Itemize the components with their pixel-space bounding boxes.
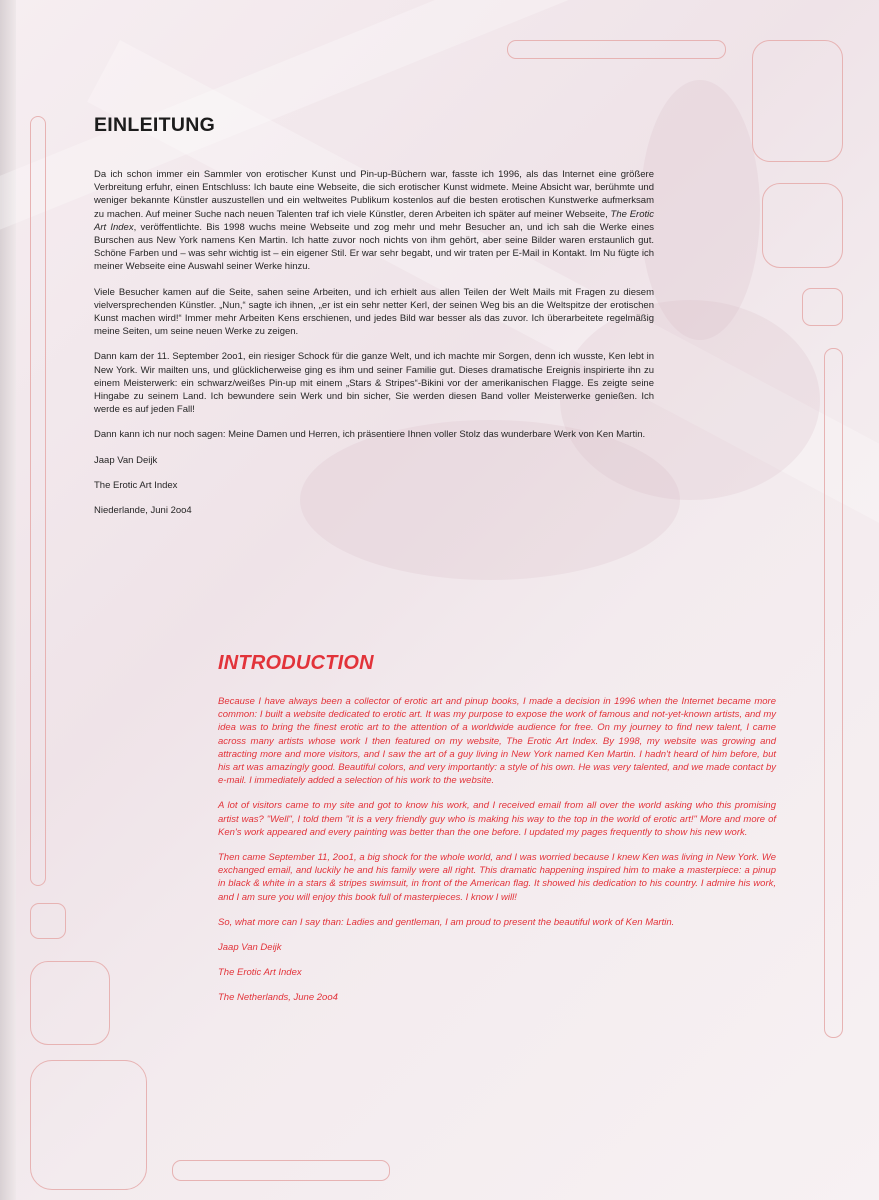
decorative-frame xyxy=(172,1160,390,1181)
english-paragraph-3: Then came September 11, 2oo1, a big shock for the whole world, and I was worried because I knew Ken was living in New York. We exchanged email, and luckily he and his family were all right. This dramatic happening inspired him to make a masterpiece: a pinup in black & white in a stars & stripes swimsuit, in front of the American flag. It showed his dedication to his country. I admire his work, and I am sure you will enjoy this book full of masterpieces. I know I will! xyxy=(218,852,776,903)
german-paragraph-2: Viele Besucher kamen auf die Seite, sahen seine Arbeiten, und ich erhielt aus allen Teilen der Welt Mails mit Fragen zu diesem vielversprechenden Künstler. „Nun,“ sagte ich ihnen, „er ist ein sehr netter Kerl, der seinen Weg bis an die Weltspitze der erotischen Kunst machen wird!“ Immer mehr Arbeiten Kens erschienen, und jedes Bild war besser als das zuvor. Ich überarbeitete regelmäßig meine Seiten, um seine neuen Werke zu zeigen. xyxy=(94,286,654,338)
german-paragraph-3: Dann kam der 11. September 2oo1, ein riesiger Schock für die ganze Welt, und ich machte mir Sorgen, denn ich wusste, Ken lebt in New York. Wir mailten uns, und glücklicherweise ging es ihm und seiner Familie gut. Dieses dramatische Ereignis inspirierte ihn zu einem Meisterwerk: ein schwarz/weißes Pin-up mit einem „Stars & Stripes“-Bikini vor der amerikanischen Flagge. Es zeigte seine Hingabe zu seinem Land. Ich bewundere sein Werk und bin sicher, Sie werden diesen Band voller Meisterwerke genießen. Ich werde es auf jeden Fall! xyxy=(94,351,654,416)
german-signature xyxy=(94,454,654,518)
german-paragraph-4: Dann kann ich nur noch sagen: Meine Damen und Herren, ich präsentiere Ihnen voller Stolz das wunderbare Werk von Ken Martin. xyxy=(94,429,646,441)
english-text xyxy=(218,695,776,1017)
decorative-frame xyxy=(30,116,46,886)
english-heading: INTRODUCTION xyxy=(218,652,374,674)
signature-name: Jaap Van Deijk xyxy=(94,454,158,466)
decorative-frame xyxy=(752,40,843,162)
decorative-frame xyxy=(824,348,843,1038)
german-heading: EINLEITUNG xyxy=(94,114,216,136)
signature-place-date: The Netherlands, June 2oo4 xyxy=(218,992,338,1004)
german-paragraph-1: Da ich schon immer ein Sammler von erotischer Kunst und Pin-up-Büchern war, fasste ich 1996, als das Internet eine größere Verbreitung erfuhr, einen Entschluss: Ich baute eine Webseite, die sich erotischer Kunst widmete. Meine Absicht war, berühmte und weniger bekannte Künstler auszustellen und ein weltweites Publikum kostenlos auf die besten erotischen Kunstwerke aufmerksam zu machen. Auf meiner Suche nach neuen Talenten traf ich viele Künstler, deren Arbeiten ich später auf meiner Webseite, The Erotic Art Index, veröffentlichte. Bis 1998 wuchs meine Webseite und zog mehr und mehr Besucher an, und ich sah die Werke eines Burschen aus New York namens Ken Martin. Ich hatte zuvor noch nichts von ihm gehört, aber seine Bilder waren erstaunlich gut. Schöne Farben und – was sehr wichtig ist – ein eigener Stil. Er war sehr begabt, und wir traten per E-Mail in Kontakt. Im Nu fügte ich meiner Webseite eine Auswahl seiner Werke hinzu. xyxy=(94,169,655,273)
signature-organization: The Erotic Art Index xyxy=(218,967,302,979)
site-name: The Erotic Art Index xyxy=(94,208,655,233)
signature-place-date: Niederlande, Juni 2oo4 xyxy=(94,505,192,517)
decorative-frame xyxy=(802,288,843,326)
english-paragraph-4: So, what more can I say than: Ladies and gentleman, I am proud to present the beautiful work of Ken Martin. xyxy=(218,916,675,928)
decorative-frame xyxy=(507,40,726,59)
german-text xyxy=(94,168,654,529)
english-paragraph-1: Because I have always been a collector of erotic art and pinup books, I made a decision in 1996 when the Internet became more common: I built a website dedicated to erotic art. It was my purpose to expose the work of famous and not-yet-known artists, and my idea was to bring the finest erotic art to the attention of a worldwide audience for free. On my journey to find new talent, I came across many artists whose work I then featured on my website, The Erotic Art Index. By 1998, my website was growing and attracting more and more visitors, and I saw the art of a guy living in New York named Ken Martin. I hadn't heard of him before, but his art was amazingly good. Beautiful colors, and very importantly: a style of his own. He was very talented, and we made contact by e-mail. I immediately added a selection of his work to the website. xyxy=(218,696,776,787)
signature-name: Jaap Van Deijk xyxy=(218,942,282,954)
english-paragraph-2: A lot of visitors came to my site and got to know his work, and I received email from all over the world asking who this promising artist was? "Well", I told them "it is a very friendly guy who is making his way to the top in the world of erotic art!" More and more of Ken's work appeared and every painting was better than the one before. I updated my pages frequently to show his new work. xyxy=(218,800,776,838)
signature-organization: The Erotic Art Index xyxy=(94,479,178,491)
decorative-frame xyxy=(762,183,843,268)
background-shape xyxy=(640,80,760,340)
decorative-frame xyxy=(30,961,110,1045)
decorative-frame xyxy=(30,903,66,939)
decorative-frame xyxy=(30,1060,147,1190)
english-signature xyxy=(218,941,776,1005)
